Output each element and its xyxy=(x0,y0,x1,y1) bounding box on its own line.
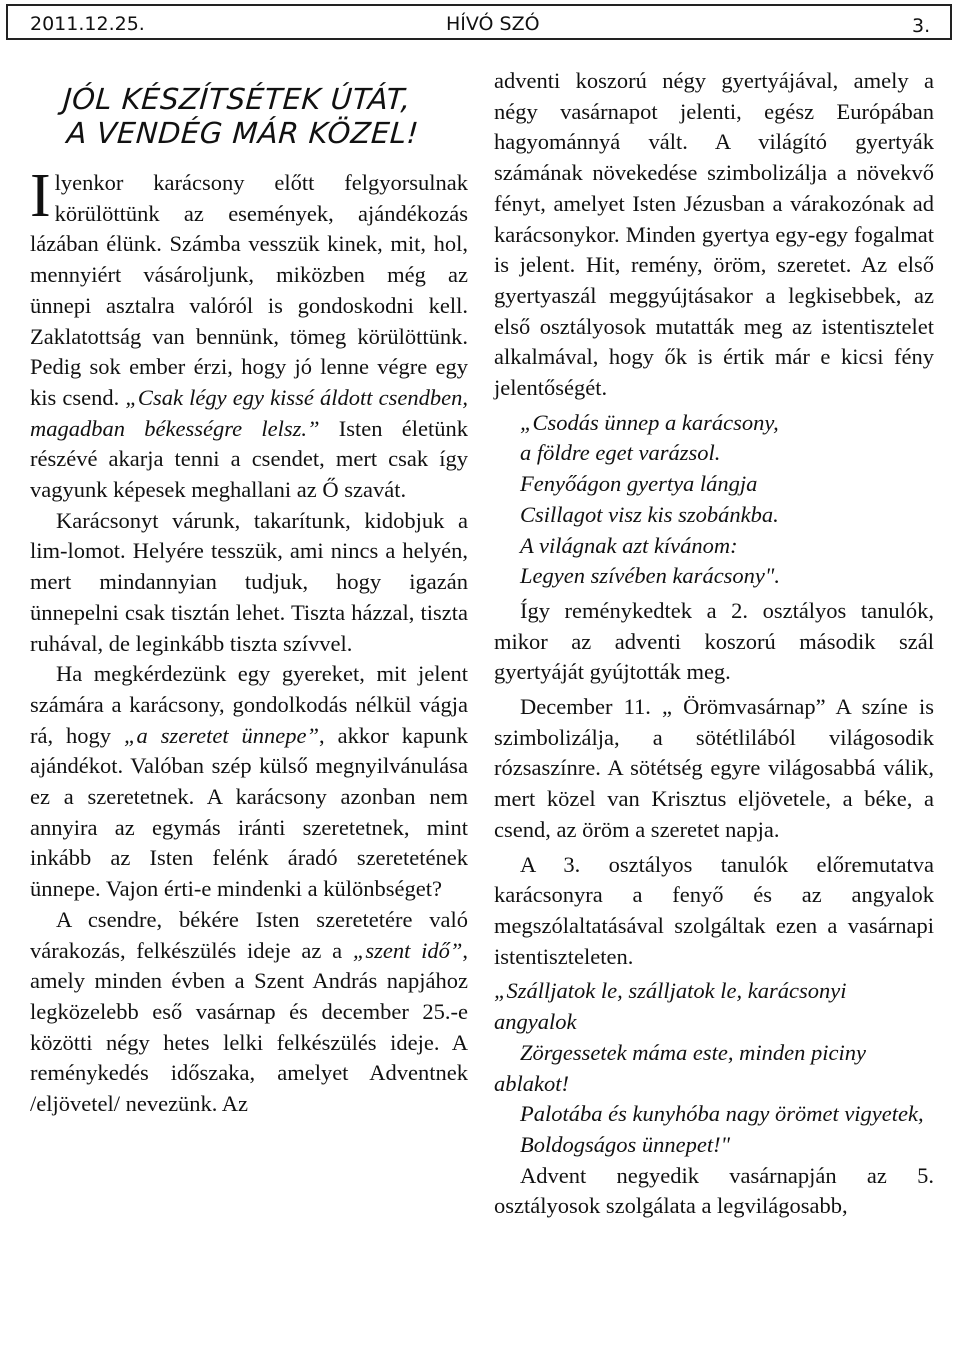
intro-text-end: Isten életünk részévé akarja tenni a csendet, mert csak így vagyunk képesek meghallani az Ő szavát. xyxy=(30,415,468,503)
poem-first-graders xyxy=(494,408,934,592)
paragraph-intro xyxy=(30,162,468,506)
advent-time-text-end: , amely minden évben a Szent András napjához legközelebb eső vasárnap és december 25.-e közötti négy hetes lelki felkészülés ideje. A reménykedés időszaka, amelyet Adventnek /eljövetel/ nevezünk. Az xyxy=(30,937,468,1117)
article-title xyxy=(60,82,471,150)
poem-line: Fenyőágon gyertya lángja xyxy=(520,471,758,497)
page-header xyxy=(6,4,952,40)
paragraph-third-graders: A 3. osztályos tanulók előremutatva karácsonyra a fenyő és az angyalok megszólaltatásával szolgáltak ezen a vasárnapi istentiszteleten. xyxy=(494,851,934,969)
poem-line xyxy=(494,1130,934,1161)
paragraph-cleaning: Karácsonyt várunk, takarítunk, kidobjuk a lim-lomot. Helyére tesszük, ami nincs a helyén, mert mindannyian tudjuk, hogy igazán ünnepelni csak tisztán lehet. Tiszta házzal, tiszta ruhával, de leginkább tiszta szívvel. xyxy=(30,507,468,656)
paragraph-child-question xyxy=(30,659,468,905)
poem-line-text: „Szálljatok le, szálljatok le, karácsonyi angyalok xyxy=(494,978,847,1035)
paragraph-wreath: adventi koszorú négy gyertyájával, amely a négy vasárnapot jelenti, egész Európában hagyománnyá vált. A világító gyertyák számának növekedése szimbolizálja a növekvő fényt, amelyet Isten Jézusban a várakozónak ad karácsonykor. Minden gyertya egy-egy fogalmat is jelent. Hit, remény, öröm, szeretet. Az első gyertyaszál meggyújtásakor a legkisebbek, az első osztályosok mutatták meg az istentisztelet alkalmával, hogy ők is értik már e kicsi fény jelentőségét. xyxy=(494,68,934,401)
advent-time-text: A csendre, békére Isten szeretetére való várakozás, felkészülés ideje az a xyxy=(30,906,468,963)
child-question-text: Ha megkérdezünk egy gyereket, mit jelent számára a karácsony, gondolkodás nélkül vágja rá, hogy xyxy=(30,661,468,748)
child-question-quote: „a szeretet ünnepe” xyxy=(124,722,320,748)
right-column xyxy=(494,66,934,1222)
left-column xyxy=(30,66,468,1120)
poem-line-text: Palotába és kunyhóba nagy örömet vigyetek, xyxy=(520,1101,924,1127)
paragraph-fourth-sunday: Advent negyedik vasárnapján az 5. osztályosok szolgálata a legvilágosabb, xyxy=(494,1162,934,1219)
poem-line-text: Boldogságos ünnepet!" xyxy=(520,1131,731,1157)
intro-quote: „Csak légy egy kissé áldott csendben, magadban békességre lelsz.” xyxy=(30,384,468,441)
poem-line xyxy=(494,976,934,1037)
paragraph-second-graders: Így reménykedtek a 2. osztályos tanulók, mikor az adventi koszorú második szál gyertyáját gyújtották meg. xyxy=(494,597,934,685)
paragraph-advent-time xyxy=(30,905,468,1120)
child-question-text-end: , akkor kapunk ajándékot. Valóban szép külső megnyilvánulása ez a szeretetnek. A karácsony azonban nem annyira az egymás iránti szeretetnek, mint inkább az Isten felénk áradó szeretetének ünnepe. Vajon érti-e mindenki a különbséget? xyxy=(30,722,469,902)
newsletter-title: HÍVÓ SZÓ xyxy=(446,13,540,35)
page-number: 3. xyxy=(912,15,931,37)
poem-line xyxy=(494,1099,934,1130)
poem-angels xyxy=(494,976,934,1160)
poem-line-text: Zörgessetek máma este, minden piciny ablakot! xyxy=(494,1039,866,1096)
poem-line: Legyen szívében karácsony". xyxy=(520,563,780,589)
advent-time-quote: „szent idő” xyxy=(352,937,463,963)
poem-line: „Csodás ünnep a karácsony, xyxy=(520,409,779,435)
poem-line: a földre eget varázsol. xyxy=(520,440,721,466)
intro-text: lyenkor karácsony előtt felgyorsulnak körülöttünk az események, ajándékozás lázában élünk. Számba vesszük kinek, mit, hol, mennyiért vásároljunk, miközben még az ünnepi asztalra valóról is gondoskodni kell. Zaklatottság van bennünk, tömeg körülöttünk. Pedig sok ember érzi, hogy jó lenne végre egy kis csend. xyxy=(30,170,468,410)
issue-date: 2011.12.25. xyxy=(30,13,145,35)
drop-cap: I xyxy=(30,162,51,230)
poem-line xyxy=(494,1038,934,1099)
poem-line: A világnak azt kívánom: xyxy=(520,532,738,558)
poem-line: Csillagot visz kis szobánkba. xyxy=(520,501,779,527)
article-title-line-1: JÓL KÉSZÍTSÉTEK ÚTÁT, xyxy=(62,82,413,116)
paragraph-december-11: December 11. „ Örömvasárnap” A színe is szimbolizálja, a sötétlilából világosodik rózsaszínre. A sötétség egyre világosabbá válik, mert közel van Krisztus eljövetele, a béke, a csend, az öröm a szeretet napja. xyxy=(494,694,934,842)
article-title-line-2: A VENDÉG MÁR KÖZEL! xyxy=(65,116,421,150)
